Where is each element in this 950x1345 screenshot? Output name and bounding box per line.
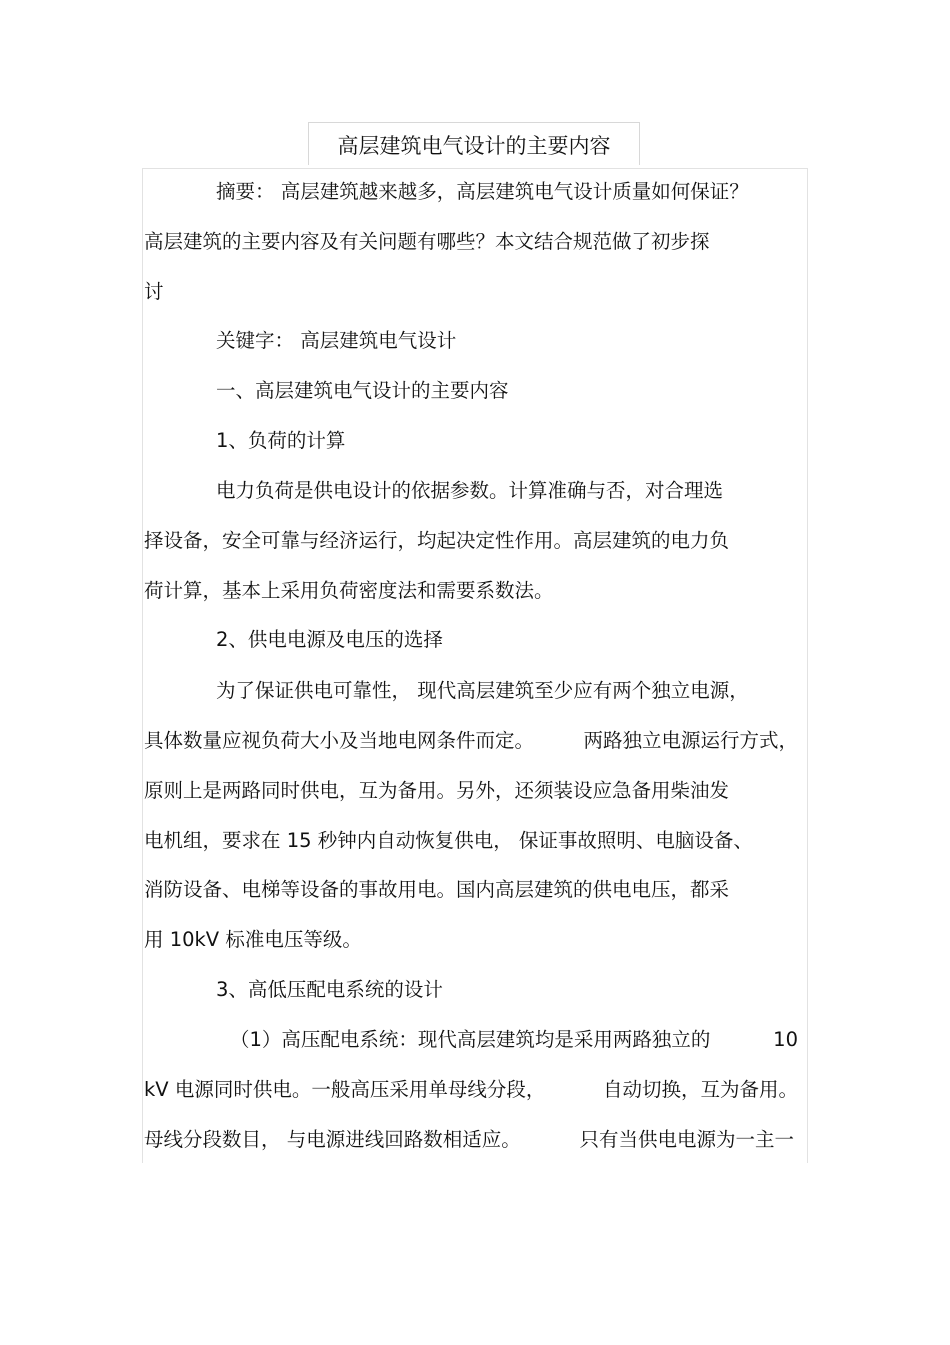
paragraph-line: 电机组，要求在 15 秒钟内自动恢复供电， 保证事故照明、电脑设备、 [144,829,753,852]
paragraph-line: 原则上是两路同时供电，互为备用。另外，还须装设应急备用柴油发 [144,779,730,802]
subsection-heading: 1、负荷的计算 [216,429,346,452]
subsection-heading: 2、供电电源及电压的选择 [216,628,443,651]
paragraph-line [144,727,798,755]
paragraph-segment: （1）高压配电系统：现代高层建筑均是采用两路独立的 [230,1028,711,1051]
subsection-heading: 3、高低压配电系统的设计 [216,978,443,1001]
paragraph-line [230,1026,798,1054]
document-title: 高层建筑电气设计的主要内容 [337,134,611,158]
paragraph-line: 高层建筑的主要内容及有关问题有哪些？本文结合规范做了初步探 [144,230,710,253]
paragraph-line: 讨 [144,280,164,303]
section-heading: 一、高层建筑电气设计的主要内容 [216,379,509,402]
paragraph-line [144,1126,794,1154]
abstract-line: 摘要： 高层建筑越来越多，高层建筑电气设计质量如何保证？ [216,180,749,203]
paragraph-line: 为了保证供电可靠性， 现代高层建筑至少应有两个独立电源， [216,679,749,702]
text-frame [142,168,808,1163]
paragraph-segment: kV 电源同时供电。一般高压采用单母线分段， [144,1078,546,1101]
paragraph-segment: 具体数量应视负荷大小及当地电网条件而定。 [144,729,535,752]
keywords-line: 关键字： 高层建筑电气设计 [216,329,457,352]
paragraph-segment: 10 [773,1028,798,1051]
paragraph-line: 用 10kV 标准电压等级。 [144,928,362,951]
paragraph-line: 荷计算，基本上采用负荷密度法和需要系数法。 [144,579,554,602]
paragraph-segment: 母线分段数目， 与电源进线回路数相适应。 [144,1128,521,1151]
paragraph-line: 择设备，安全可靠与经济运行，均起决定性作用。高层建筑的电力负 [144,529,730,552]
paragraph-line [144,1076,798,1104]
paragraph-segment: 两路独立电源运行方式， [583,729,798,752]
paragraph-line: 消防设备、电梯等设备的事故用电。国内高层建筑的供电电压，都采 [144,878,730,901]
paragraph-line: 电力负荷是供电设计的依据参数。计算准确与否，对合理选 [216,479,724,502]
paragraph-segment: 自动切换，互为备用。 [602,1078,798,1101]
paragraph-segment: 只有当供电电源为一主一 [579,1128,794,1151]
